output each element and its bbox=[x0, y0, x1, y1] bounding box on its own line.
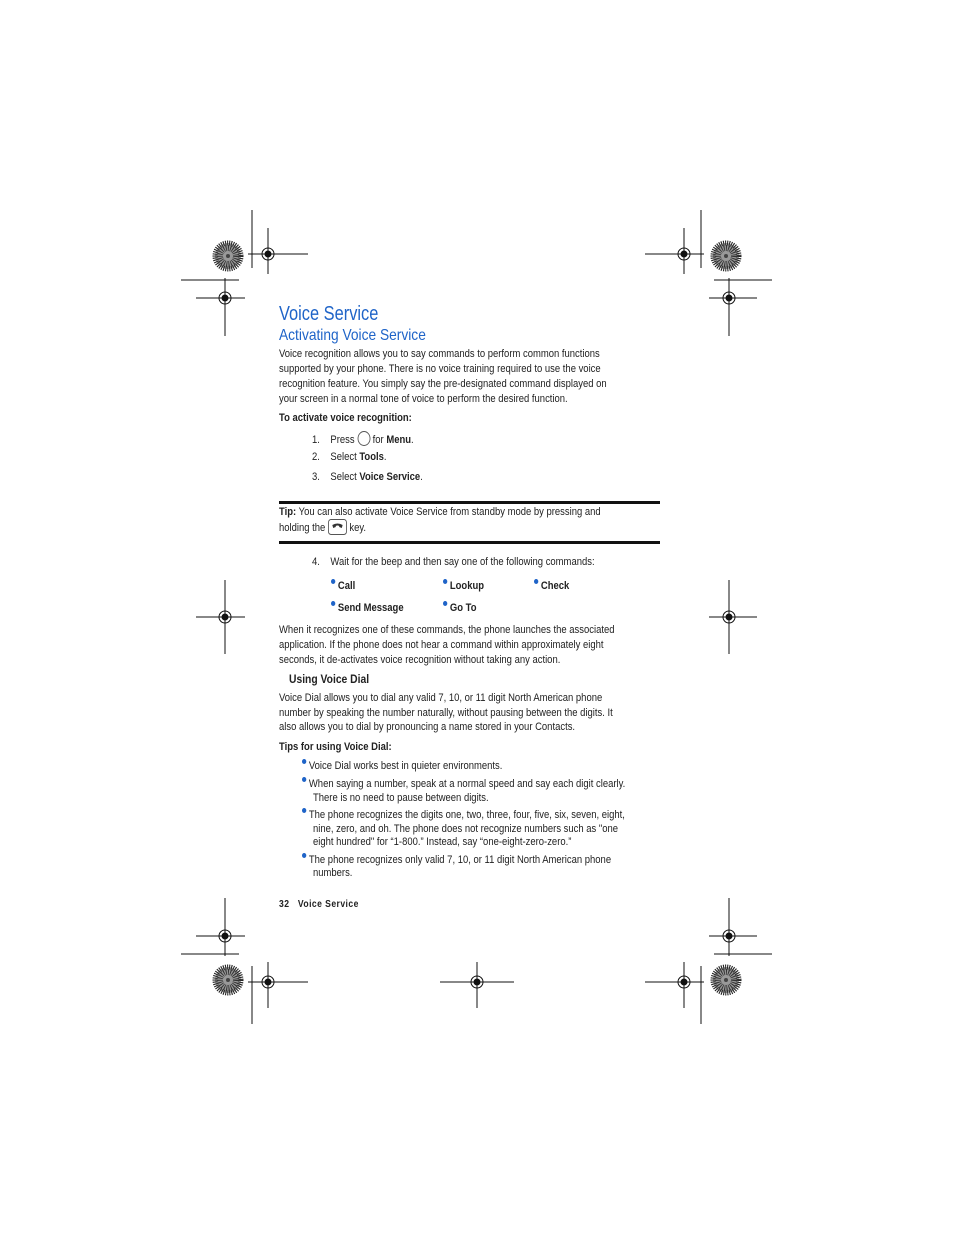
bullet-icon bbox=[302, 777, 306, 782]
step-bold: Tools bbox=[359, 451, 384, 463]
tip-item-text: The phone recognizes the digits one, two, three, four, five, six, seven, eight, bbox=[308, 809, 625, 821]
bullet-icon bbox=[443, 579, 447, 584]
step-bold: Voice Service bbox=[359, 471, 421, 483]
intro-line-4: your screen in a normal tone of voice to perform the desired function. bbox=[279, 393, 568, 405]
command-label: Send Message bbox=[337, 602, 404, 614]
bullet-icon bbox=[331, 601, 335, 606]
step-punct: . bbox=[420, 471, 423, 483]
intro-line-3: recognition feature. You simply say the pre-designated command displayed on bbox=[279, 378, 607, 390]
command-call bbox=[331, 579, 355, 592]
step-number: 1. bbox=[312, 434, 320, 446]
step-bold: Menu bbox=[386, 434, 412, 446]
page-footer bbox=[279, 897, 359, 912]
tip-item-text: The phone recognizes only valid 7, 10, or 11 digit North American phone bbox=[308, 854, 612, 866]
command-lookup bbox=[443, 579, 484, 592]
section-title: Activating Voice Service bbox=[279, 327, 426, 344]
bullet-icon bbox=[443, 601, 447, 606]
recognize-line-1: When it recognizes one of these commands, the phone launches the associated bbox=[279, 624, 615, 636]
step-number: 4. bbox=[312, 556, 320, 568]
tip-line-1 bbox=[279, 505, 601, 520]
page-title: Voice Service bbox=[279, 303, 379, 325]
tip-item-1 bbox=[302, 759, 502, 774]
menu-key-icon bbox=[357, 431, 370, 446]
step-3 bbox=[312, 470, 423, 485]
tip-item-3-cont-2: eight hundred" for “1-800.” Instead, say “one-eight-zero-zero.” bbox=[313, 836, 572, 848]
step-number: 3. bbox=[312, 471, 320, 483]
voice-dial-line-2: number by speaking the number naturally, without pausing between the digits. It bbox=[279, 707, 613, 719]
bullet-icon bbox=[534, 579, 538, 584]
tip-text: holding the bbox=[279, 522, 326, 534]
footer-section: Voice Service bbox=[297, 899, 359, 910]
step-number: 2. bbox=[312, 451, 320, 463]
step-4 bbox=[312, 555, 595, 570]
tip-text: You can also activate Voice Service from standby mode by pressing and bbox=[298, 506, 601, 518]
intro-line-2: supported by your phone. There is no voice training required to use the voice bbox=[279, 363, 601, 375]
tip-item-3-cont-1: nine, zero, and oh. The phone does not recognize numbers such as "one bbox=[313, 823, 619, 835]
talk-key-icon bbox=[328, 519, 347, 535]
recognize-line-2: application. If the phone does not hear a command within approximately eight bbox=[279, 639, 604, 651]
command-check bbox=[534, 579, 569, 592]
tip-item-4-cont: numbers. bbox=[313, 867, 353, 879]
step-2 bbox=[312, 450, 387, 465]
recognize-line-3: seconds, it de-activates voice recognition without taking any action. bbox=[279, 654, 561, 666]
command-send-message bbox=[331, 601, 404, 614]
bullet-icon bbox=[302, 808, 306, 813]
voice-dial-line-3: also allows you to dial by pronouncing a name stored in your Contacts. bbox=[279, 721, 576, 733]
intro-line-1: Voice recognition allows you to say commands to perform common functions bbox=[279, 348, 600, 360]
voice-dial-line-1: Voice Dial allows you to dial any valid 7, 10, or 11 digit North American phone bbox=[279, 692, 603, 704]
step-text: Select bbox=[330, 471, 357, 483]
command-label: Go To bbox=[449, 602, 477, 614]
step-text: Select bbox=[330, 451, 357, 463]
tip-bottom-rule bbox=[279, 541, 660, 544]
tip-label: Tip: bbox=[279, 506, 297, 518]
tip-item-2 bbox=[302, 777, 625, 792]
tip-line-2 bbox=[279, 519, 366, 536]
step-text: for bbox=[372, 434, 384, 446]
command-label: Lookup bbox=[449, 580, 485, 592]
tip-text: key. bbox=[349, 522, 367, 534]
tip-item-text: When saying a number, speak at a normal speed and say each digit clearly. bbox=[308, 778, 626, 790]
command-go-to bbox=[443, 601, 477, 614]
step-1 bbox=[312, 431, 414, 448]
activate-heading: To activate voice recognition: bbox=[279, 412, 412, 424]
bullet-icon bbox=[302, 853, 306, 858]
bullet-icon bbox=[302, 759, 306, 764]
step-punct: . bbox=[411, 434, 414, 446]
page-number: 32 bbox=[279, 899, 290, 910]
command-label: Call bbox=[337, 580, 356, 592]
bullet-icon bbox=[331, 579, 335, 584]
voice-dial-heading: Using Voice Dial bbox=[289, 672, 370, 686]
tip-top-rule bbox=[279, 501, 660, 504]
tips-heading: Tips for using Voice Dial: bbox=[279, 741, 392, 753]
step-punct: . bbox=[383, 451, 387, 463]
tip-item-text: Voice Dial works best in quieter environments. bbox=[308, 760, 503, 772]
tip-item-3 bbox=[302, 808, 625, 823]
step-text: Press bbox=[330, 434, 355, 446]
tip-item-2-cont: There is no need to pause between digits. bbox=[313, 792, 489, 804]
command-label: Check bbox=[540, 580, 570, 592]
step-text: Wait for the beep and then say one of the following commands: bbox=[330, 556, 595, 568]
